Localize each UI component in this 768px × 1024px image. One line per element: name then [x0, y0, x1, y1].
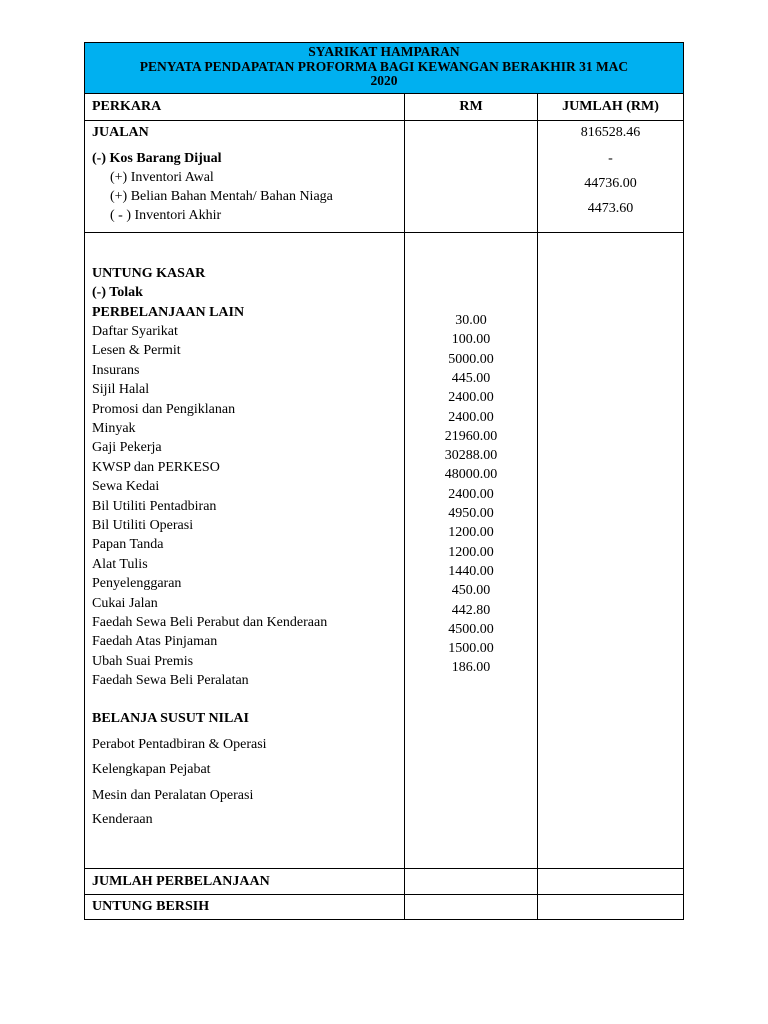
- column-divider: [404, 121, 405, 232]
- expense-label: Penyelenggaran: [92, 576, 182, 592]
- expense-label: Faedah Sewa Beli Peralatan: [92, 673, 249, 689]
- expense-value: 1200.00: [448, 544, 494, 560]
- expense-value: 30.00: [455, 313, 487, 328]
- column-header-row: [84, 94, 684, 121]
- expense-value: 30288.00: [444, 448, 498, 464]
- expense-value: 48000.00: [444, 467, 498, 483]
- expense-value: 442.80: [451, 602, 491, 618]
- expense-label: Alat Tulis: [92, 556, 148, 572]
- header-perkara: PERKARA: [92, 99, 162, 114]
- jumlah-perbelanjaan-label: JUMLAH PERBELANJAAN: [92, 874, 270, 889]
- expense-value: 5000.00: [448, 351, 494, 367]
- expense-label: Bil Utiliti Pentadbiran: [92, 498, 217, 514]
- statement-title: [84, 42, 684, 94]
- expense-label: Cukai Jalan: [92, 595, 158, 611]
- column-divider: [537, 869, 538, 894]
- kos-value: -: [608, 151, 613, 166]
- perbelanjaan-lain-label: PERBELANJAAN LAIN: [92, 305, 245, 320]
- expense-value: 4950.00: [448, 506, 494, 521]
- expense-value: 2400.00: [448, 409, 494, 425]
- depreciation-item: Kelengkapan Pejabat: [92, 762, 211, 777]
- jualan-value: 816528.46: [580, 125, 641, 140]
- expense-value: 186.00: [451, 660, 491, 676]
- expense-label: Faedah Atas Pinjaman: [92, 634, 218, 650]
- expense-value: 1500.00: [448, 641, 494, 657]
- header-jumlah: JUMLAH (RM): [562, 99, 659, 114]
- expense-label: Ubah Suai Premis: [92, 653, 194, 669]
- income-statement: [84, 42, 684, 920]
- inventori-awal-label: (+) Inventori Awal: [110, 170, 214, 185]
- expense-label: Faedah Sewa Beli Perabut dan Kenderaan: [92, 615, 328, 630]
- sales-section-row: [84, 121, 684, 233]
- column-divider: [404, 869, 405, 894]
- statement-year: 2020: [370, 73, 398, 88]
- expense-value: 1200.00: [448, 525, 494, 541]
- expense-value: 445.00: [451, 370, 491, 386]
- kos-barang-label: (-) Kos Barang Dijual: [92, 151, 222, 166]
- expense-label: Gaji Pekerja: [92, 440, 162, 456]
- expense-value: 1440.00: [448, 563, 494, 579]
- depreciation-item: Perabot Pentadbiran & Operasi: [92, 737, 267, 752]
- column-divider: [537, 895, 538, 919]
- untung-bersih-label: UNTUNG BERSIH: [92, 899, 210, 914]
- expense-value: 21960.00: [444, 428, 498, 444]
- expense-label: Insurans: [92, 362, 140, 378]
- expense-value: 100.00: [451, 332, 491, 348]
- untung-bersih-row: [84, 895, 684, 920]
- expense-label: Papan Tanda: [92, 537, 164, 553]
- susut-nilai-label: BELANJA SUSUT NILAI: [92, 711, 249, 726]
- header-rm: RM: [459, 99, 483, 114]
- depreciation-item: Mesin dan Peralatan Operasi: [92, 788, 254, 803]
- company-name: SYARIKAT HAMPARAN: [308, 44, 460, 59]
- statement-heading: PENYATA PENDAPATAN PROFORMA BAGI KEWANGAN BERAKHIR 31 MAC: [139, 58, 629, 74]
- expense-label: Bil Utiliti Operasi: [92, 518, 194, 533]
- expense-label: Minyak: [92, 421, 136, 436]
- untung-kasar-label: UNTUNG KASAR: [92, 266, 206, 281]
- column-divider: [537, 233, 538, 868]
- jumlah-perbelanjaan-row: [84, 869, 684, 895]
- expense-label: Lesen & Permit: [92, 343, 181, 359]
- column-divider: [404, 895, 405, 919]
- depreciation-item: Kenderaan: [92, 812, 153, 827]
- jualan-label: JUALAN: [92, 125, 149, 140]
- tolak-label: (-) Tolak: [92, 285, 143, 300]
- inventori-akhir-label: ( - ) Inventori Akhir: [110, 208, 222, 223]
- expense-label: Sewa Kedai: [92, 479, 160, 495]
- expense-label: Daftar Syarikat: [92, 324, 178, 339]
- expense-value: 4500.00: [448, 621, 494, 637]
- expense-label: Sijil Halal: [92, 382, 150, 398]
- expense-label: KWSP dan PERKESO: [92, 459, 220, 475]
- expenses-section-row: [84, 233, 684, 869]
- expense-value: 450.00: [451, 583, 491, 599]
- expense-value: 2400.00: [448, 486, 494, 502]
- belian-label: (+) Belian Bahan Mentah/ Bahan Niaga: [110, 189, 333, 204]
- expense-label: Promosi dan Pengiklanan: [92, 401, 236, 417]
- inventori-awal-value: 44736.00: [584, 176, 637, 191]
- expense-value: 2400.00: [448, 390, 494, 406]
- belian-value: 4473.60: [587, 201, 634, 216]
